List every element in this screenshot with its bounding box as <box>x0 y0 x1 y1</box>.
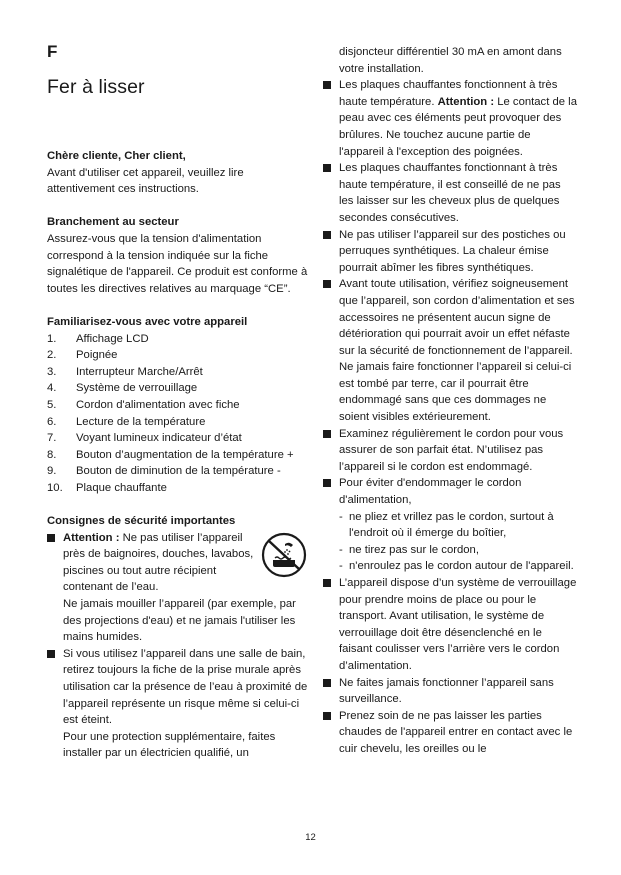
bullet-square <box>47 646 63 762</box>
bullet-square <box>323 475 339 508</box>
bullet-extra: Ne jamais mouiller l’appareil (par exemple, par des projections d'eau) et ne jamais l'utiliser les mains humides. <box>63 598 296 644</box>
sub-list-item: - ne tirez pas sur le cordon, <box>339 543 479 556</box>
page-title: Fer à lisser <box>47 76 145 98</box>
list-item: 9. Bouton de diminution de la température - <box>47 465 281 478</box>
list-item: 7. Voyant lumineux indicateur d’état <box>47 432 242 445</box>
bullet-square <box>323 675 339 708</box>
safety-bullet-water: Attention : Ne pas utiliser l’appareil près de baignoires, douches, lavabos, piscines ou tout autre récipient contenant de l’eau. Ne jamais mouiller l’appareil (par exemple, par des projections d'eau) et ne jamais l'utiliser les mains humides. <box>47 530 309 646</box>
safety-bullet-wigs: Ne pas utiliser l’appareil sur des postiches ou perruques synthétiques. La chaleur émise pourrait abîmer les fibres synthétiques. <box>323 227 577 277</box>
parts-list <box>47 331 309 497</box>
bullet-square <box>323 426 339 476</box>
bullet-square <box>323 708 339 758</box>
bullet-square <box>47 530 63 646</box>
page-number: 12 <box>305 832 316 843</box>
list-item: 1. Affichage LCD <box>47 332 149 345</box>
right-column <box>323 44 577 758</box>
bullet-square <box>323 77 339 160</box>
bullet-square <box>323 227 339 277</box>
bullet-continuation: disjoncteur différentiel 30 mA en amont dans votre installation. <box>339 46 562 75</box>
safety-bullet-hair: Les plaques chauffantes fonctionnant à très haute température, il est conseillé de ne pas les laisser sur les cheveux plus de quelques secondes consécutives. <box>323 160 577 226</box>
safety-bullet-hot-plates: Les plaques chauffantes fonctionnent à très haute température. Attention : Le contact de la peau avec ces éléments peut provoquer des brûlures. Ne touchez aucune partie de l'appareil à l'exception des poignées. <box>323 77 577 160</box>
sub-list-item: - n'enroulez pas le cordon autour de l'appareil. <box>339 560 574 573</box>
left-column <box>47 148 309 762</box>
bullet-square <box>323 276 339 425</box>
safety-bullet-cord-damage: Pour éviter d'endommager le cordon d'alimentation, <box>323 475 577 508</box>
greeting-title: Chère cliente, Cher client, <box>47 150 186 162</box>
safety-title: Consignes de sécurité importantes <box>47 515 236 528</box>
list-item: 2. Poignée <box>47 349 118 362</box>
bullet-square <box>323 575 339 675</box>
safety-bullet-contact: Prenez soin de ne pas laisser les parties chaudes de l'appareil entrer en contact avec le cuir chevelu, les oreilles ou le <box>323 708 577 758</box>
familiarize-title: Familiarisez-vous avec votre appareil <box>47 315 248 328</box>
list-item: 4. Système de verrouillage <box>47 382 198 395</box>
no-water-bath-icon <box>261 532 307 578</box>
mains-text: Assurez-vous que la tension d'alimentation correspond à la tension indiquée sur la fiche signalétique de l'appareil. Ce produit est conforme à toutes les directives relatives au marquage “CE”. <box>47 232 308 295</box>
list-item: 3. Interrupteur Marche/Arrêt <box>47 365 203 378</box>
bullet-square <box>323 160 339 226</box>
language-code: F <box>47 42 58 61</box>
list-item: 8. Bouton d’augmentation de la température + <box>47 448 294 461</box>
safety-bullet-lock: L’appareil dispose d’un système de verrouillage pour prendre moins de place ou pour le transport. Avant utilisation, le système de verrouillage doit être désenclenché en le faisant coulisser vers l’arrière vers le cordon d’alimentation. <box>323 575 577 675</box>
bullet-extra: Pour une protection supplémentaire, faites installer par un électricien qualifié, un <box>63 730 276 760</box>
safety-bullet-check: Avant toute utilisation, vérifiez soigneusement que l’appareil, son cordon d’alimentation et ses accessoires ne présentent aucun signe de détérioration qui pourrait avoir un effet néfaste sur la sécurité de fonctionnement de l’appareil. Ne jamais faire fonctionner l’appareil si celui-ci est tombé par terre, car il pourrait être endommagé sans que ces dommages ne soient visibles extérieurement. <box>323 276 577 425</box>
list-item: 10. Plaque chauffante <box>47 481 167 494</box>
sub-list-item: - ne pliez et vrillez pas le cordon, surtout à l'endroit où il émerge du boîtier, <box>339 510 554 540</box>
attention-label: Attention : <box>437 95 495 108</box>
safety-bullet-cord-check: Examinez régulièrement le cordon pour vous assurer de son parfait état. N’utilisez pas l’appareil si le cordon est endommagé. <box>323 426 577 476</box>
safety-bullet-supervision: Ne faites jamais fonctionner l’appareil sans surveillance. <box>323 675 577 708</box>
attention-label: Attention : <box>63 531 120 544</box>
safety-bullet-bathroom: Si vous utilisez l’appareil dans une salle de bain, retirez toujours la fiche de la prise murale après utilisation car la présence de l’eau à proximité de l’appareil représente un risque même si celui-ci est éteint. Pour une protection supplémentaire, faites installer par un électricien qualifié, un <box>47 646 309 762</box>
list-item: 5. Cordon d'alimentation avec fiche <box>47 398 240 411</box>
mains-title: Branchement au secteur <box>47 216 179 229</box>
greeting-text: Avant d'utiliser cet appareil, veuillez lire attentivement ces instructions. <box>47 166 244 196</box>
list-item: 6. Lecture de la température <box>47 415 206 428</box>
